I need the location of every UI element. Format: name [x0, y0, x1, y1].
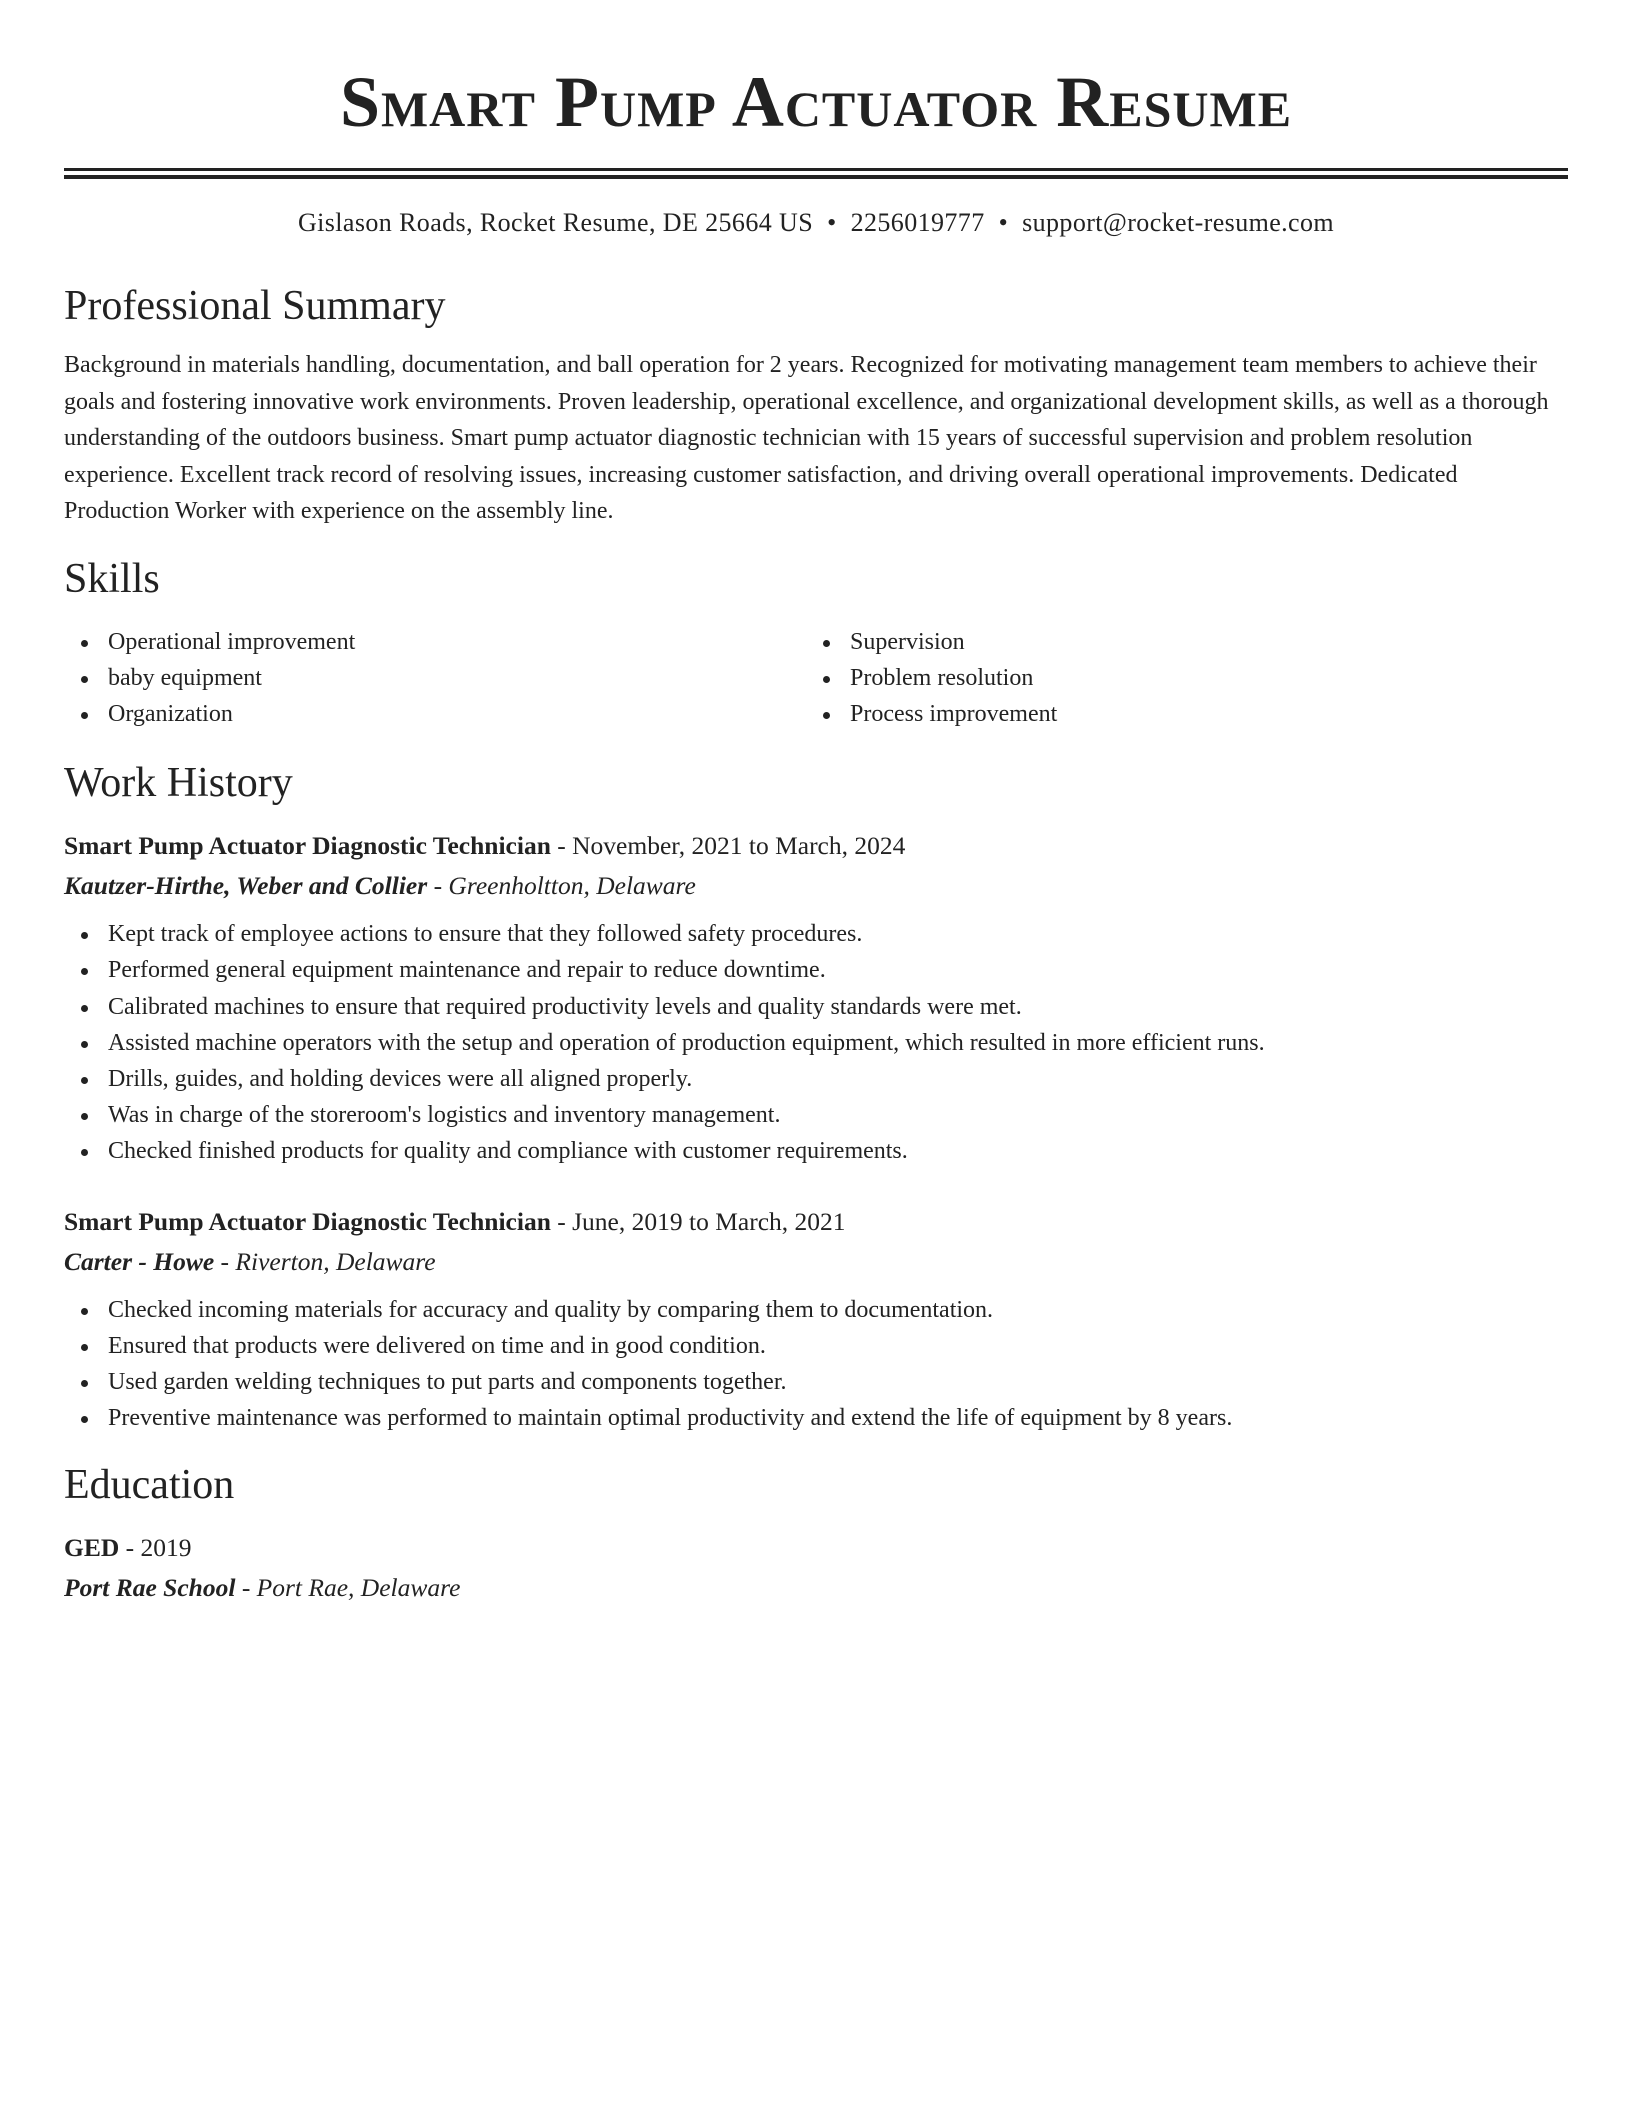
employer-location: - Greenholtton, Delaware: [427, 871, 696, 901]
employer-location: - Riverton, Delaware: [214, 1246, 436, 1276]
school-name: Port Rae School: [64, 1573, 236, 1603]
job-title-line: [64, 826, 1568, 866]
contact-line: [64, 207, 1568, 239]
degree-year: - 2019: [119, 1533, 192, 1563]
job-title: Smart Pump Actuator Diagnostic Technician: [64, 831, 551, 861]
duty-item: Performed general equipment maintenance and repair to reduce downtime.: [64, 952, 1568, 988]
school-location: - Port Rae, Delaware: [235, 1573, 461, 1603]
skill-item: Supervision: [806, 624, 1548, 660]
duty-item: Checked finished products for quality and compliance with customer requirements.: [64, 1133, 1568, 1169]
duty-item: Checked incoming materials for accuracy and quality by comparing them to documentation.: [64, 1292, 1568, 1328]
skills-list: [64, 624, 1568, 733]
job-title: Smart Pump Actuator Diagnostic Technician: [64, 1206, 551, 1236]
skills-column-right: [806, 624, 1548, 733]
job-entry: [64, 1202, 1568, 1437]
title-divider: [64, 168, 1568, 179]
contact-separator: •: [827, 208, 837, 237]
job-duties: [64, 916, 1568, 1169]
duty-item: Ensured that products were delivered on time and in good condition.: [64, 1328, 1568, 1364]
job-duties: [64, 1292, 1568, 1437]
work-history-heading: Work History: [64, 760, 293, 807]
employer-name: Kautzer-Hirthe, Weber and Collier: [64, 871, 428, 901]
skill-item: Problem resolution: [806, 660, 1548, 696]
duty-item: Drills, guides, and holding devices were all aligned properly.: [64, 1061, 1568, 1097]
resume-page: [64, 0, 1568, 1608]
school-line: [64, 1568, 1568, 1608]
job-dates: - June, 2019 to March, 2021: [550, 1206, 846, 1236]
job-title-line: [64, 1202, 1568, 1242]
contact-phone: 2256019777: [850, 208, 985, 237]
summary-heading: Professional Summary: [64, 283, 446, 329]
summary-text: Background in materials handling, documentation, and ball operation for 2 years. Recognized for motivating management team members to achieve their goals and fostering innovative work environments. Proven leadership, operational excellence, and organizational development skills, as well as a thorough understanding of the outdoors business. Smart pump actuator diagnostic technician with 15 years of successful supervision and problem resolution experience. Excellent track record of resolving issues, increasing customer satisfaction, and driving overall operational improvements. Dedicated Production Worker with experience on the assembly line.: [64, 352, 1549, 524]
employer-line: [64, 866, 1568, 906]
duty-item: Assisted machine operators with the setup and operation of production equipment, which resulted in more efficient runs.: [64, 1025, 1568, 1061]
skill-item: Operational improvement: [64, 624, 806, 660]
contact-address: Gislason Roads, Rocket Resume, DE 25664 US: [297, 208, 814, 237]
employer-line: [64, 1242, 1568, 1282]
skill-item: Organization: [64, 696, 806, 732]
duty-item: Used garden welding techniques to put parts and components together.: [64, 1364, 1568, 1400]
education-heading: Education: [64, 1462, 235, 1509]
skill-item: baby equipment: [64, 660, 806, 696]
contact-email[interactable]: support@rocket-resume.com: [1022, 208, 1335, 237]
duty-item: Preventive maintenance was performed to maintain optimal productivity and extend the life of equipment by 8 years.: [64, 1400, 1568, 1436]
duty-item: Kept track of employee actions to ensure that they followed safety procedures.: [64, 916, 1568, 952]
resume-title: Smart Pump Actuator Resume: [339, 62, 1293, 142]
duty-item: Was in charge of the storeroom's logistics and inventory management.: [64, 1097, 1568, 1133]
contact-separator: •: [998, 208, 1009, 237]
job-entry: [64, 826, 1568, 1169]
job-dates: - November, 2021 to March, 2024: [550, 831, 906, 861]
skill-item: Process improvement: [806, 696, 1548, 732]
duty-item: Calibrated machines to ensure that required productivity levels and quality standards were met.: [64, 989, 1568, 1025]
degree-name: GED: [64, 1533, 120, 1563]
skills-heading: Skills: [64, 555, 160, 602]
degree-line: [64, 1528, 1568, 1568]
skills-column-left: [64, 624, 806, 733]
employer-name: Carter - Howe: [64, 1246, 215, 1276]
